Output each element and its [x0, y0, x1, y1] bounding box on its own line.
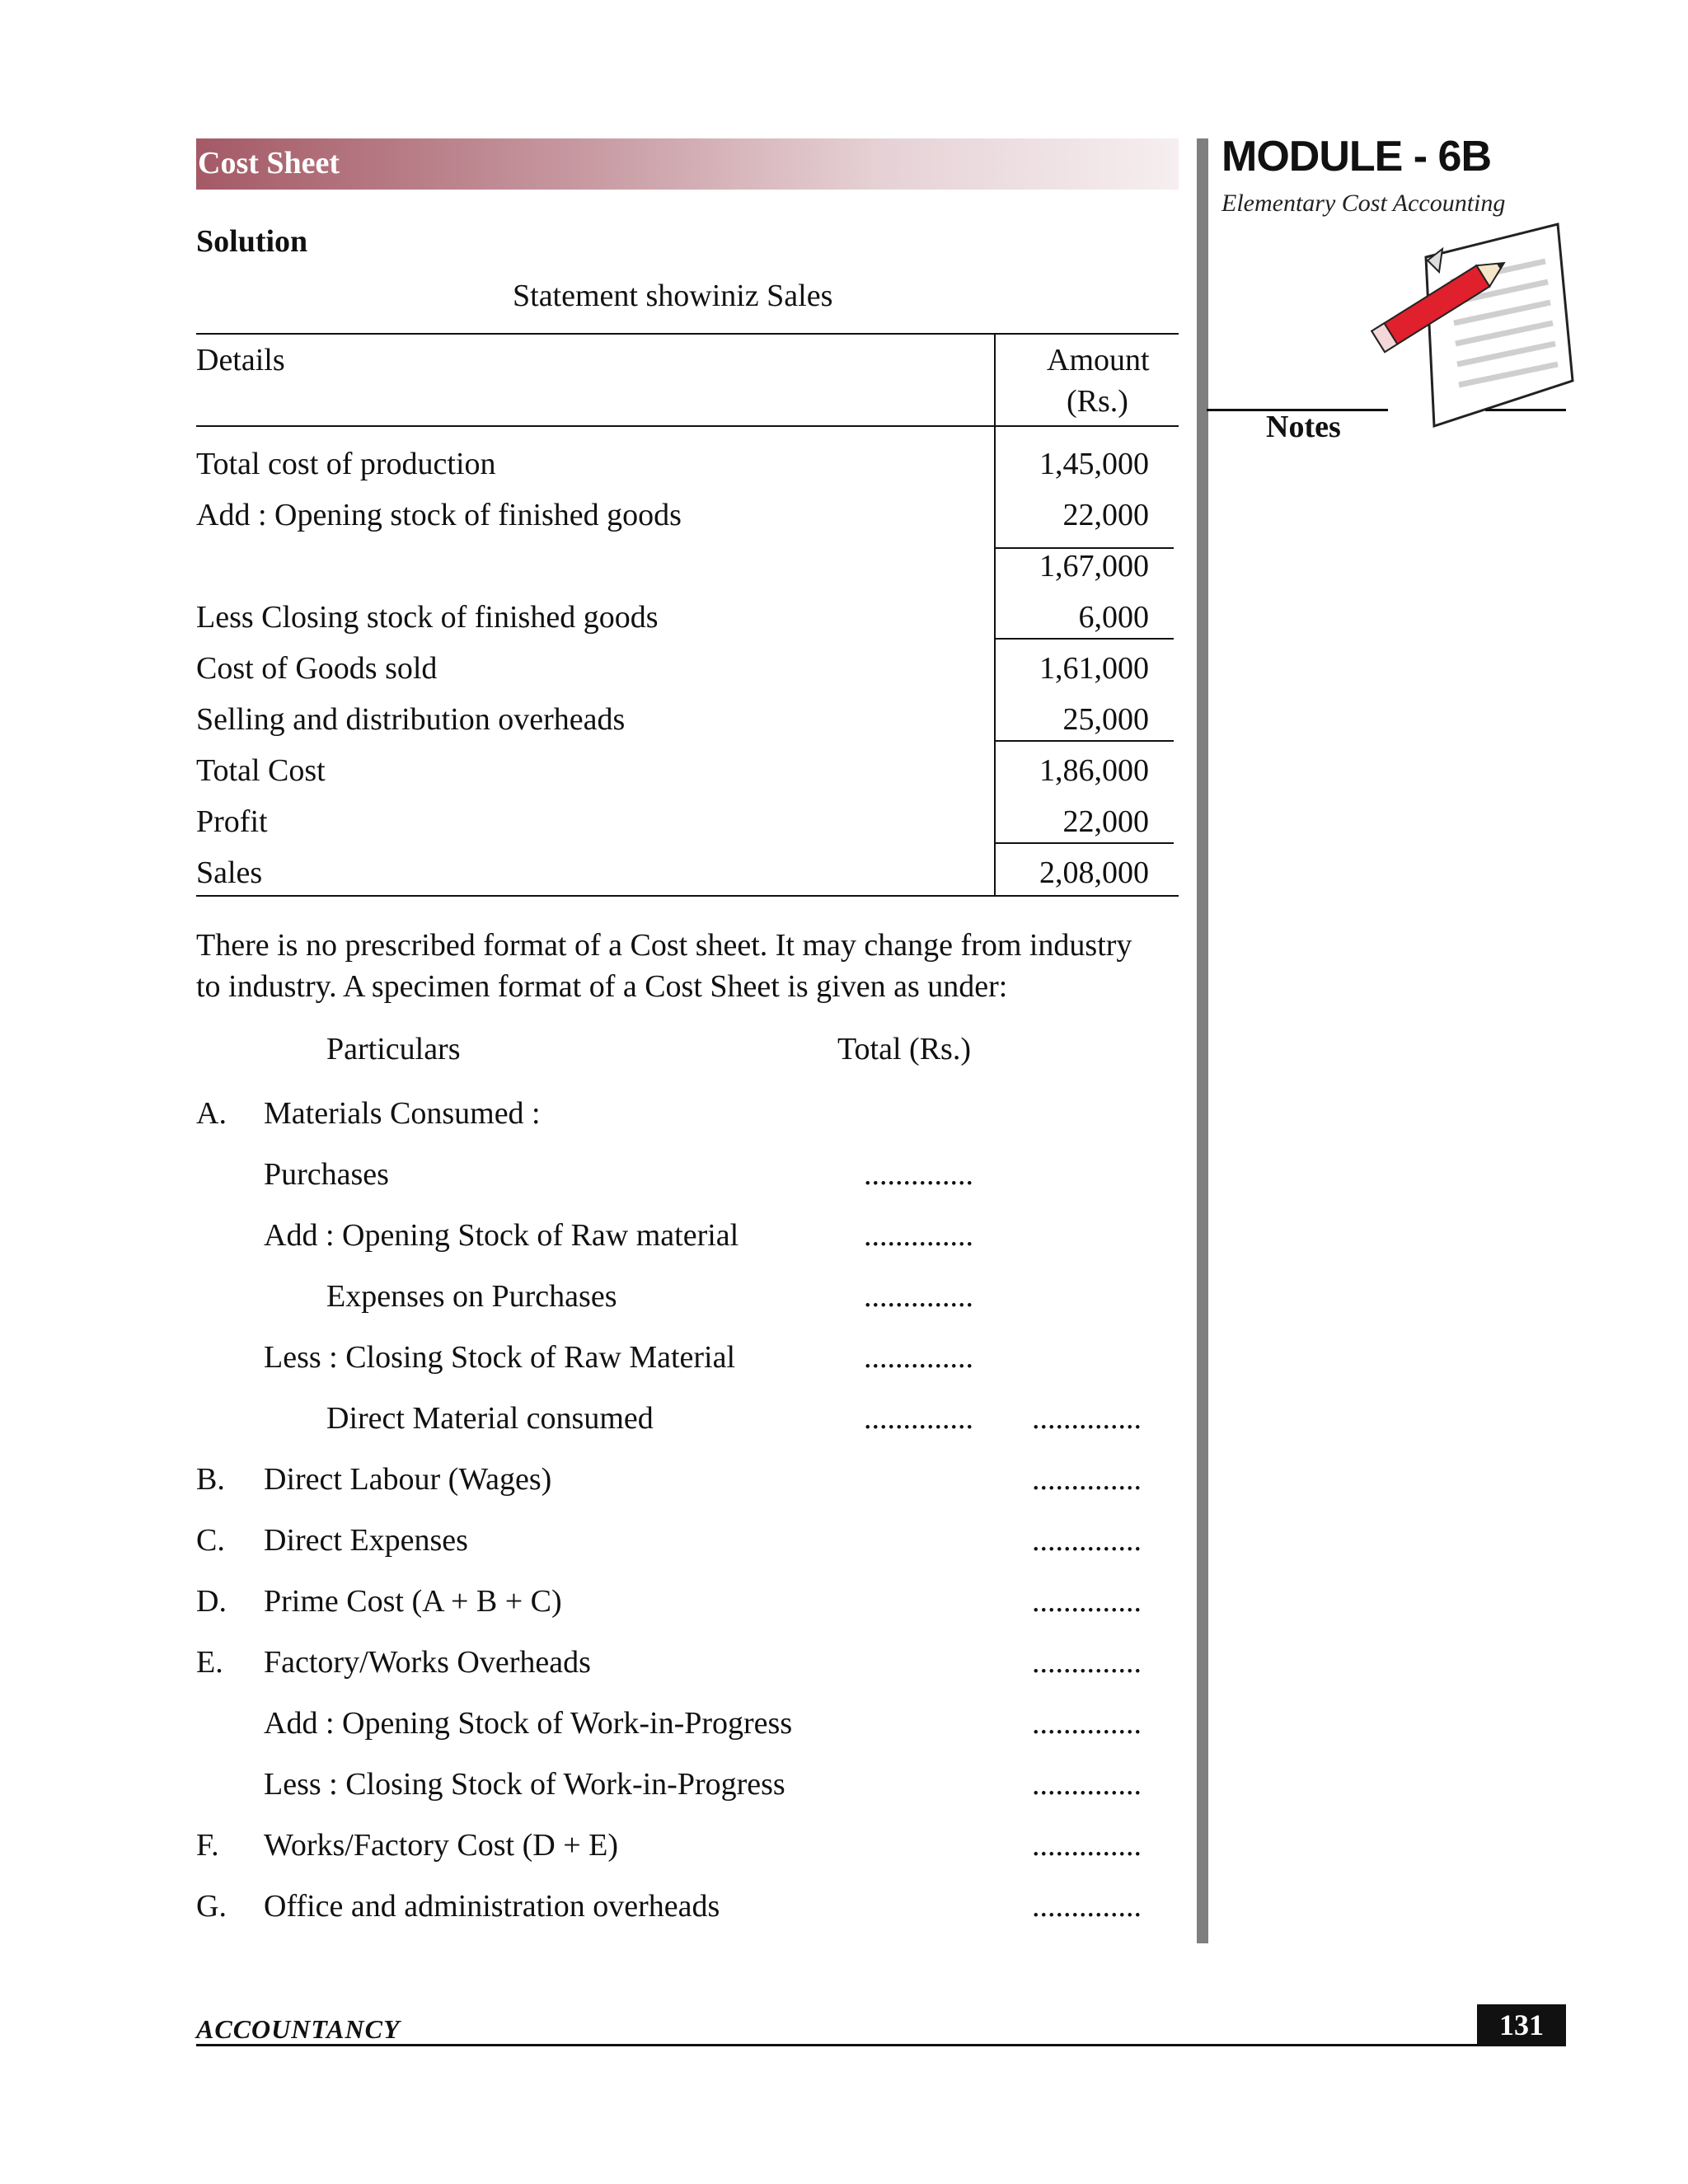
specimen-row-text: Expenses on Purchases: [326, 1279, 617, 1314]
specimen-dots: ..............: [1032, 1401, 1142, 1436]
table-row-amount: 1,86,000: [1039, 753, 1149, 788]
paragraph-line: There is no prescribed format of a Cost sheet. It may change from industry: [196, 928, 1132, 963]
specimen-row-text: Purchases: [264, 1157, 389, 1192]
specimen-row-text: Less : Closing Stock of Work-in-Progress: [264, 1767, 785, 1802]
solution-heading: Solution: [196, 224, 308, 259]
specimen-dots: ..............: [864, 1279, 973, 1314]
specimen-row-text: Factory/Works Overheads: [264, 1645, 591, 1680]
notes-pencil-icon: [1360, 216, 1574, 438]
specimen-row-text: Add : Opening Stock of Work-in-Progress: [264, 1706, 793, 1741]
specimen-row-letter: E.: [196, 1645, 223, 1680]
specimen-row-text: Prime Cost (A + B + C): [264, 1584, 562, 1619]
subtotal-rule: [994, 842, 1174, 844]
table-header-amount-unit: (Rs.): [1067, 384, 1128, 419]
specimen-row-text: Direct Material consumed: [326, 1401, 654, 1436]
table-row-label: Sales: [196, 855, 263, 890]
specimen-row-letter: F.: [196, 1828, 219, 1863]
specimen-row-text: Less : Closing Stock of Raw Material: [264, 1340, 736, 1375]
table-row-label: Selling and distribution overheads: [196, 702, 626, 737]
paragraph-line: to industry. A specimen format of a Cost Sheet is given as under:: [196, 969, 1008, 1004]
specimen-row-letter: B.: [196, 1462, 225, 1497]
table-column-divider: [994, 333, 996, 895]
section-header-band: [196, 138, 1179, 190]
specimen-dots: ..............: [1032, 1462, 1142, 1497]
subtotal-rule: [994, 740, 1174, 742]
table-row-amount: 1,45,000: [1039, 447, 1149, 481]
specimen-dots: ..............: [864, 1157, 973, 1192]
specimen-dots: ..............: [1032, 1523, 1142, 1558]
table-row-amount: 2,08,000: [1039, 855, 1149, 890]
specimen-dots: ..............: [864, 1340, 973, 1375]
table-row-amount: 6,000: [1078, 600, 1149, 635]
table-row-label: Cost of Goods sold: [196, 651, 438, 686]
specimen-dots: ..............: [1032, 1584, 1142, 1619]
table-row-amount: 22,000: [1062, 498, 1149, 532]
specimen-dots: ..............: [1032, 1767, 1142, 1802]
table-header-details: Details: [196, 343, 285, 377]
specimen-row-letter: G.: [196, 1889, 227, 1924]
specimen-row-letter: A.: [196, 1096, 227, 1131]
specimen-row-text: Direct Labour (Wages): [264, 1462, 552, 1497]
table-row-label: Less Closing stock of finished goods: [196, 600, 659, 635]
notes-label: Notes: [1266, 410, 1341, 444]
table-row-amount: 1,67,000: [1039, 549, 1149, 583]
table-rule: [196, 895, 1179, 897]
specimen-dots: ..............: [864, 1401, 973, 1436]
specimen-row-text: Add : Opening Stock of Raw material: [264, 1218, 739, 1253]
module-subtitle: Elementary Cost Accounting: [1221, 190, 1506, 217]
table-rule: [196, 425, 1179, 427]
table-row-amount: 1,61,000: [1039, 651, 1149, 686]
specimen-dots: ..............: [1032, 1828, 1142, 1863]
footer-rule: [196, 2044, 1566, 2046]
specimen-dots: ..............: [1032, 1889, 1142, 1924]
table-row-label: Total cost of production: [196, 447, 496, 481]
specimen-dots: ..............: [864, 1218, 973, 1253]
page-number: 131: [1499, 2008, 1544, 2041]
specimen-row-text: Works/Factory Cost (D + E): [264, 1828, 618, 1863]
module-title: MODULE - 6B: [1221, 133, 1491, 180]
table-row-label: Add : Opening stock of finished goods: [196, 498, 682, 532]
table-row-label: Total Cost: [196, 753, 326, 788]
specimen-dots: ..............: [1032, 1645, 1142, 1680]
notes-rule: [1485, 409, 1566, 411]
table-row-amount: 22,000: [1062, 804, 1149, 839]
table-header-amount: Amount: [1047, 343, 1150, 377]
table-row-amount: 25,000: [1062, 702, 1149, 737]
specimen-row-text: Office and administration overheads: [264, 1889, 720, 1924]
section-title: Cost Sheet: [198, 146, 340, 180]
table-rule: [196, 333, 1179, 335]
subtotal-rule: [994, 638, 1174, 640]
specimen-row-text: Materials Consumed :: [264, 1096, 541, 1131]
specimen-header-particulars: Particulars: [326, 1032, 461, 1066]
table-row-label: Profit: [196, 804, 268, 839]
specimen-header-total: Total (Rs.): [837, 1032, 971, 1066]
specimen-row-letter: C.: [196, 1523, 225, 1558]
specimen-row-text: Direct Expenses: [264, 1523, 468, 1558]
footer-subject: ACCOUNTANCY: [196, 2014, 401, 2044]
statement-title: Statement showiniz Sales: [513, 279, 833, 313]
specimen-dots: ..............: [1032, 1706, 1142, 1741]
specimen-row-letter: D.: [196, 1584, 227, 1619]
